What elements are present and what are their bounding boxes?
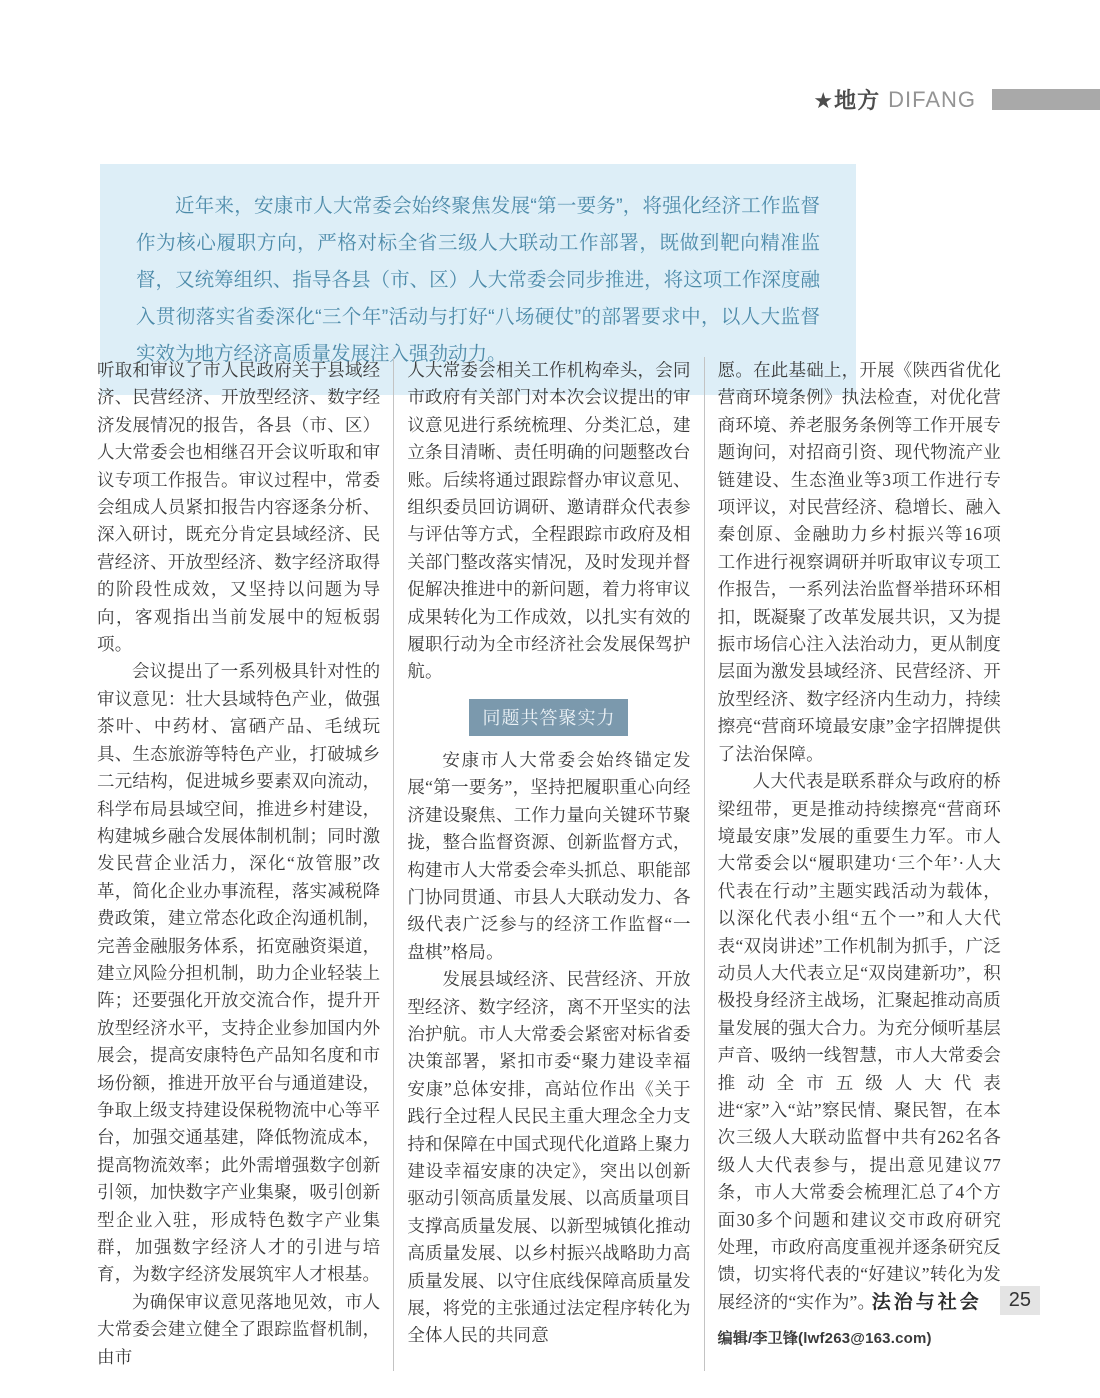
paragraph: 愿。在此基础上，开展《陕西省优化营商环境条例》执法检查，对优化营商环境、养老服务条例等工作开展专题询问，对招商引资、现代物流产业链建设、生态渔业等3项工作进行专项评议，对民营经济、稳增长、融入秦创原、金融助力乡村振兴等16项工作进行视察调研并听取审议专项工作报告，一系列法治监督举措环环相扣，既凝聚了改革发展共识，又为提振市场信心注入法治动力，更从制度层面为激发县域经济、民营经济、开放型经济、数字经济内生动力，持续擦亮“营商环境最安康”金字招牌提供了法治保障。 [717,360,1001,764]
editor-credit: 编辑/李卫锋(lwf263@163.com) [717,1330,932,1348]
section-title-pinyin: DIFANG [888,86,976,112]
subheading-container [407,699,690,736]
journal-name: 法治与社会 [871,1292,982,1313]
header-bar-decoration [992,89,1100,110]
paragraph: 人大常委会相关工作机构牵头，会同市政府有关部门对本次会议提出的审议意见进行系统梳理、分类汇总，建立条目清晰、责任明确的问题整改台账。后续将通过跟踪督办审议意见、组织委员回访调研、邀请群众代表参与评估等方式，全程跟踪市政府及相关部门整改落实情况，及时发现并督促解决推进中的新问题，着力将审议成果转化为工作成效，以扎实有效的履职行动为全市经济社会发展保驾护航。 [407,360,691,682]
article-body [97,357,1001,1371]
paragraph: 为确保审议意见落地见效，市人大常委会建立健全了跟踪监督机制，由市 [97,1291,381,1367]
paragraph: 听取和审议了市人民政府关于县域经济、民营经济、开放型经济、数字经济发展情况的报告，各县（市、区）人大常委会也相继召开会议听取和审议专项工作报告。审议过程中，常委会组成人员紧扣报告内容逐条分析、深入研讨，既充分肯定县域经济、民营经济、开放型经济、数字经济取得的阶段性成效，又坚持以问题为导向，客观指出当前发展中的短板弱项。 [97,360,381,655]
paragraph: 人大代表是联系群众与政府的桥梁纽带，更是推动持续擦亮“营商环境最安康”发展的重要生力军。市人大常委会以“履职建功‘三个年’·人大代表在行动”主题实践活动为载体，以深化代表小组“五个一”和人大代表“双岗讲述”工作机制为抓手，广泛动员人大代表立足“双岗建新功”，积极投身经济主战场，汇聚起推动高质量发展的强大合力。为充分倾听基层声音、吸纳一线智慧，市人大常委会推动全市五级人大代表进“家”入“站”察民情、聚民智，在本次三级人大联动监督中共有262名各级人大代表参与，提出意见建议77条，市人大常委会梳理汇总了4个方面30多个问题和建议交市政府研究处理，市政府高度重视并逐条研究反馈，切实将代表的“好建议”转化为发展经济的“实作为”。 [717,771,1001,1312]
section-subheading: 同题共答聚实力 [469,699,628,736]
paragraph: 会议提出了一系列极具针对性的审议意见：壮大县域特色产业，做强茶叶、中药材、富硒产品、毛绒玩具、生态旅游等特色产业，打破城乡二元结构，促进城乡要素双向流动，科学布局县域空间，推进乡村建设，构建城乡融合发展体制机制；同时激发民营企业活力，深化“放管服”改革，简化企业办事流程，落实减税降费政策，建立常态化政企沟通机制，完善金融服务体系，拓宽融资渠道，建立风险分担机制，助力企业轻装上阵；还要强化开放交流合作，提升开放型经济水平，支持企业参加国内外展会，提高安康特色产品知名度和市场份额，推进开放平台与通道建设，争取上级支持建设保税物流中心等平台，加强交通基建，降低物流成本，提高物流效率；此外需增强数字创新引领，加快数字产业集聚，吸引创新型企业入驻，形成特色数字产业集群，加强数字经济人才的引进与培育，为数字经济发展筑牢人才根基。 [97,661,381,1285]
page-number: 25 [1000,1286,1040,1315]
page-footer [872,1286,1040,1315]
section-title-chinese: ★地方 [813,88,881,113]
column-1 [97,357,394,1371]
paragraph: 安康市人大常委会始终锚定发展“第一要务”，坚持把履职重心向经济建设聚焦、工作力量向关键环节聚拢，整合监督资源、创新监督方式，构建市人大常委会牵头抓总、职能部门协同贯通、市县人大联动发力、各级代表广泛参与的经济工作监督“一盘棋”格局。 [407,749,691,962]
column-3 [705,357,1001,1371]
lead-summary-text: 近年来，安康市人大常委会始终聚焦发展“第一要务”，将强化经济工作监督作为核心履职方向，严格对标全省三级人大联动工作部署，既做到靶向精准监督，又统筹组织、指导各县（市、区）人大常委会同步推进，将这项工作深度融入贯彻落实省委深化“三个年”活动与打好“八场硬仗”的部署要求中，以人大监督实效为地方经济高质量发展注入强劲动力。 [136,195,820,365]
page-header [813,84,1100,115]
paragraph: 发展县域经济、民营经济、开放型经济、数字经济，离不开坚实的法治护航。市人大常委会紧密对标省委决策部署，紧扣市委“聚力建设幸福安康”总体安排，高站位作出《关于践行全过程人民民主重大理念全力支持和保障在中国式现代化道路上聚力建设幸福安康的决定》，突出以创新驱动引领高质量发展、以高质量项目支撑高质量发展、以新型城镇化推动高质量发展、以乡村振兴战略助力高质量发展、以守住底线保障高质量发展，将党的主张通过法定程序转化为全体人民的共同意 [407,969,691,1346]
column-2 [394,357,704,1371]
